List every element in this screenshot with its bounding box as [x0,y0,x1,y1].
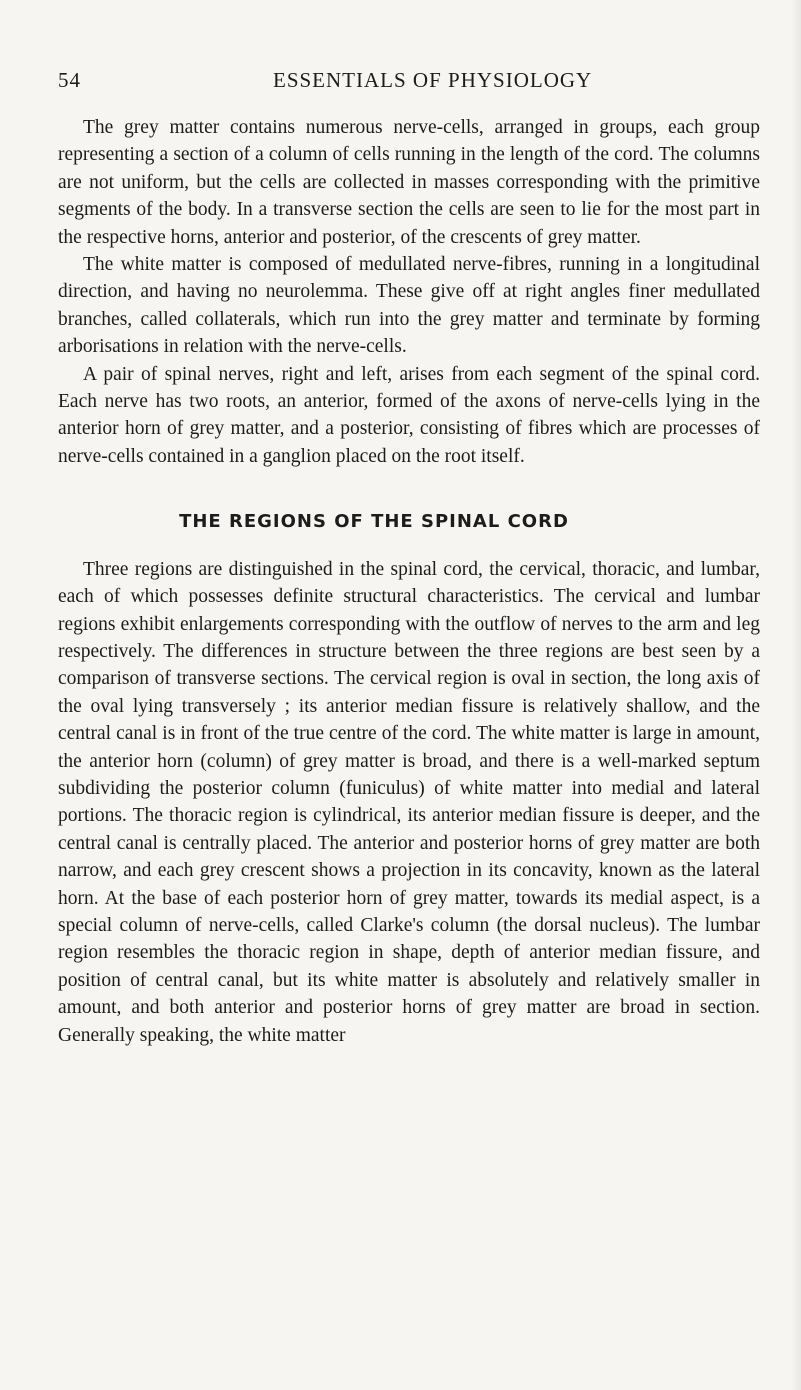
paragraph-grey-matter: The grey matter contains numerous nerve-cells, arranged in groups, each group representing a section of a column of cells running in the length of the cord. The columns are not uniform, but the cells are collected in masses corresponding with the primitive segments of the body. In a transverse section the cells are seen to lie for the most part in the respective horns, anterior and posterior, of the crescents of grey matter. [58,117,760,248]
section-heading: THE REGIONS OF THE SPINAL CORD [179,511,569,533]
running-head [58,68,758,98]
paragraph-regions: Three regions are distinguished in the spinal cord, the cervical, thoracic, and lumbar, each of which possesses definite structural characteristics. The cervical and lumbar regions exhibit enlargements corresponding with the outflow of nerves to the arm and leg respectively. The differences in structure between the three regions are best seen by a comparison of transverse sections. The cervical region is oval in section, the long axis of the oval lying transversely ; its anterior median fissure is relatively shallow, and the central canal is in front of the true centre of the cord. The white matter is large in amount, the anterior horn (column) of grey matter is broad, and there is a well-marked septum subdividing the posterior column (funiculus) of white matter into medial and lateral portions. The thoracic region is cylindrical, its anterior median fissure is deeper, and the central canal is centrally placed. The anterior and posterior horns of grey matter are both narrow, and each grey crescent shows a projection in its concavity, known as the lateral horn. At the base of each posterior horn of grey matter, towards its medial aspect, is a special column of nerve-cells, called Clarke's column (the dorsal nucleus). The lumbar region resembles the thoracic region in shape, depth of anterior median fissure, and position of central canal, but its white matter is absolutely and relatively smaller in amount, and both anterior and posterior horns of grey matter are broad in section. Generally speaking, the white matter [58,558,760,1046]
paragraph-spinal-nerves: A pair of spinal nerves, right and left, arises from each segment of the spinal cord. Each nerve has two roots, an anterior, formed of the axons of nerve-cells lying in the anterior horn of grey matter, and a posterior, consisting of fibres which are processes of nerve-cells contained in a ganglion placed on the root itself. [58,363,760,467]
paragraph-white-matter: The white matter is composed of medullated nerve-fibres, running in a longitudinal direction, and having no neurolemma. These give off at right angles finer medullated branches, called collaterals, which run into the grey matter and terminate by forming arborisations in relation with the nerve-cells. [58,254,760,358]
body-text [58,114,760,1049]
book-title: ESSENTIALS OF PHYSIOLOGY [273,68,593,92]
page-number: 54 [58,68,81,92]
page-edge-shadow [791,0,801,1390]
